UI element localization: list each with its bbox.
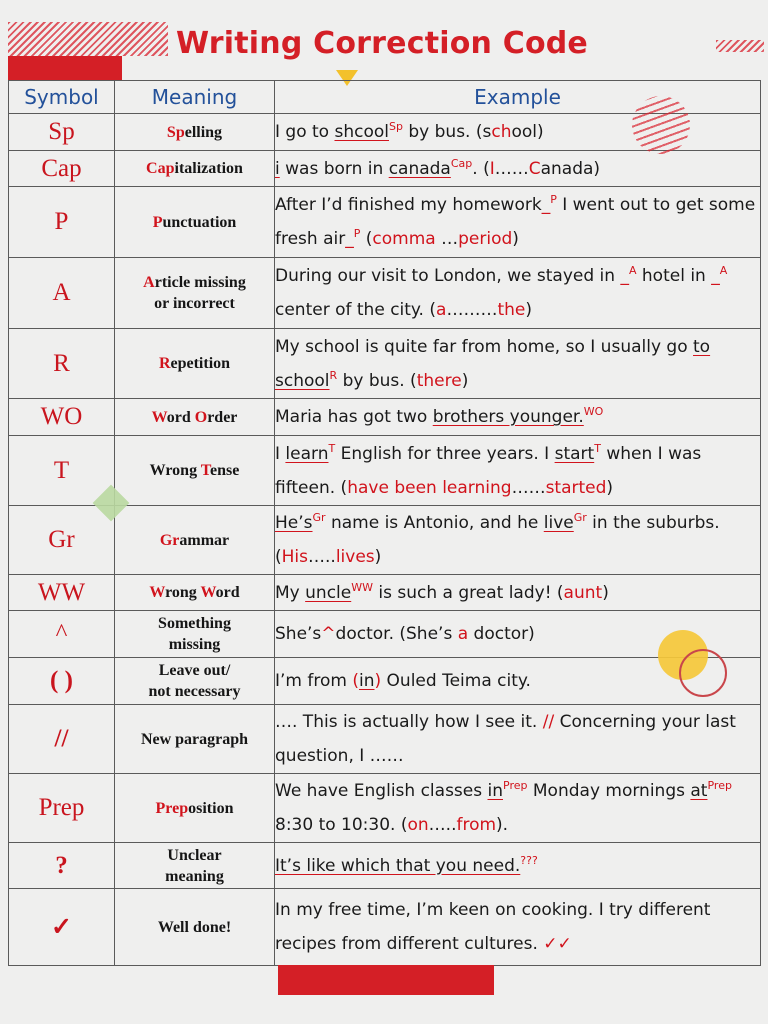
meaning-cell [115,774,275,843]
symbol-cell: Cap [9,151,115,187]
example-cell [275,843,761,889]
meaning-cell [115,889,275,966]
symbol-cell: Sp [9,114,115,151]
table-row [9,399,761,436]
example-text: … [435,229,459,249]
meaning-text: Something [158,615,231,632]
error-underline: _ [541,195,551,215]
error-underline: i [275,158,280,179]
example-text: 8:30 to 10:30. ( [275,815,408,835]
meaning-highlight: W [151,408,167,426]
example-text: During our visit to London, we stayed in [275,266,621,286]
symbol-cell: R [9,329,115,399]
table-row [9,506,761,575]
error-code-mark: P [550,193,557,206]
symbol-cell: Prep [9,774,115,843]
correction-code-table [8,80,761,966]
correction-text: the [497,300,526,320]
meaning-text: ammar [179,531,230,549]
table-row [9,611,761,658]
meaning-cell [115,611,275,658]
example-text: in the suburbs. ( [275,513,720,567]
example-cell [275,399,761,436]
meaning-cell [115,843,275,889]
example-text: My [275,582,306,603]
error-underline: _ [711,266,720,286]
correction-text: have been learning [347,477,512,498]
meaning-text: rder [207,408,238,426]
table-row [9,658,761,705]
table-row [9,258,761,329]
error-underline: live [543,513,574,533]
error-code-mark: Gr [312,511,326,524]
correction-text: ^ [321,624,336,644]
error-underline: _ [620,266,629,286]
error-code-mark: Cap [450,156,473,170]
meaning-text: epetition [170,355,231,372]
meaning-cell [115,329,275,399]
meaning-highlight: W [200,584,216,601]
example-text: ) [606,477,614,498]
example-text: In my free time, I’m keen on cooking. I try different recipes from different cultures. [275,900,711,954]
example-text: I [275,443,286,464]
meaning-cell [115,506,275,575]
correction-text: started [545,477,607,498]
example-cell [275,258,761,329]
meaning-text: unctuation [162,213,237,231]
error-underline: to school [275,336,711,391]
symbol-cell: T [9,436,115,506]
table-row [9,329,761,399]
example-cell [275,506,761,575]
double-checkmark-icon: ✓✓ [543,934,572,954]
meaning-text: rong [165,584,201,601]
correction-text: // [542,712,555,732]
example-text: ). [496,815,509,835]
example-text: Monday mornings [527,781,691,801]
example-text: ….. [308,547,336,567]
error-underline: learn [285,443,329,464]
error-underline: _ [345,229,354,249]
example-text: by bus. (s [402,122,492,142]
meaning-text: Well done! [157,918,232,936]
example-text: After I’d finished my homework [275,195,542,215]
example-text: doctor) [468,624,535,644]
correction-text: a [457,624,469,644]
meaning-text: ord [166,408,195,426]
error-code-mark: Prep [503,779,528,792]
outline-circle-decoration [679,649,727,697]
meaning-highlight: Cap [146,160,175,177]
meaning-text: meaning [165,867,224,885]
table-row [9,705,761,774]
correction-text: His [281,547,309,567]
meaning-cell [115,151,275,187]
error-underline: in [359,671,375,691]
example-text: was born in [279,158,389,179]
meaning-highlight: T [200,462,210,479]
example-cell [275,575,761,611]
example-text: name is Antonio, and he [325,513,544,533]
wavy-circle-decoration [632,96,690,154]
example-text: We have English classes [275,781,488,801]
error-underline: at [690,781,708,801]
example-text: ) [525,300,532,320]
table-row [9,187,761,258]
symbol-cell: A [9,258,115,329]
table-row [9,774,761,843]
error-underline: He’s [275,513,313,533]
meaning-text: New paragraph [140,730,249,748]
meaning-text: Wrong [149,462,201,479]
error-code-mark: ??? [520,853,538,867]
example-text: . ( [472,158,490,179]
error-code-mark: P [353,227,361,240]
meaning-highlight: Prep [155,799,189,817]
example-text: …… [511,477,546,498]
error-underline: in [487,781,503,801]
zigzag-hatch-topright [716,40,764,52]
table-row [9,889,761,966]
table-row [9,843,761,889]
red-bar-bottom [278,965,494,995]
correction-text: aunt [563,582,603,603]
meaning-highlight: Sp [166,123,185,141]
example-text: is such a great lady! ( [372,582,564,603]
meaning-highlight: R [158,355,171,372]
meaning-text: ense [210,462,240,479]
error-underline: brothers younger. [432,407,584,427]
correction-text: there [416,370,462,391]
error-code-mark: Prep [707,779,732,792]
correction-text: lives [335,547,375,567]
correction-text: a [436,300,447,320]
example-text: by bus. ( [337,370,417,391]
example-text: …. This is actually how I see it. [275,712,543,732]
table-row [9,575,761,611]
meaning-cell [115,705,275,774]
example-text: English for three years. I [335,443,555,464]
error-code-mark: T [328,441,336,455]
page-title: Writing Correction Code [176,26,588,61]
example-text: Ouled Teima city. [381,671,531,691]
example-cell [275,705,761,774]
example-text: ) [374,547,382,567]
meaning-text: not necessary [148,683,241,700]
meaning-highlight: O [194,408,208,426]
example-text: ool) [511,122,544,142]
example-text: I’m from [275,671,353,691]
error-underline: canada [388,158,451,179]
meaning-text: missing [168,636,221,653]
meaning-cell [115,575,275,611]
header-meaning: Meaning [115,81,275,114]
error-code-mark: WW [351,580,373,594]
example-text: ….. [428,815,457,835]
table-row [9,151,761,187]
example-text: She’s [275,624,322,644]
red-bar-top [8,56,122,80]
header-symbol: Symbol [9,81,115,114]
meaning-cell [115,114,275,151]
meaning-highlight: W [149,584,166,601]
meaning-text: ord [215,584,240,601]
correction-text: ch [491,122,512,142]
example-cell [275,774,761,843]
example-text: hotel in [636,266,712,286]
correction-text: comma [372,229,436,249]
error-code-mark: A [628,264,637,277]
correction-text: C [528,158,541,179]
meaning-text: osition [188,799,234,817]
example-text: ……… [446,300,498,320]
header-example: Example [275,81,761,114]
meaning-text: rticle missing [154,274,246,291]
example-cell [275,436,761,506]
symbol-cell: ( ) [9,658,115,705]
error-code-mark: A [719,264,728,277]
example-text: Maria has got two [275,407,433,427]
example-text: anada) [540,158,601,179]
error-underline: It’s like which that you need. [275,855,521,876]
example-text: ) [512,229,519,249]
correction-text: period [458,229,513,249]
meaning-text: Unclear [167,846,222,864]
example-text: ) [602,582,609,603]
meaning-cell [115,658,275,705]
error-code-mark: T [594,441,601,455]
example-cell [275,329,761,399]
meaning-cell [115,187,275,258]
symbol-cell: // [9,705,115,774]
meaning-text: Leave out/ [158,662,231,679]
meaning-highlight: Gr [159,531,180,549]
zigzag-hatch-topleft [8,22,168,56]
example-text: ( [360,229,373,249]
example-cell [275,151,761,187]
meaning-text: or incorrect [154,295,235,312]
meaning-cell [115,436,275,506]
meaning-text: elling [184,123,223,141]
example-text: My school is quite far from home, so I usually go [275,336,694,357]
correction-text: from [456,815,497,835]
error-underline: start [554,443,595,464]
meaning-highlight: A [143,274,155,291]
correction-text: ( [352,671,359,691]
example-text: …… [494,158,529,179]
symbol-cell: WW [9,575,115,611]
error-code-mark: WO [583,405,604,418]
correction-text: I [489,158,495,179]
error-underline: uncle [305,582,352,603]
example-text: I go to [275,122,335,142]
example-text: ) [461,370,469,391]
meaning-text: italization [174,160,243,177]
symbol-cell: P [9,187,115,258]
meaning-highlight: P [152,213,163,231]
example-cell [275,889,761,966]
error-code-mark: Sp [389,120,403,133]
example-text: when I was fifteen. ( [275,443,702,498]
symbol-cell: Gr [9,506,115,575]
symbol-cell: ? [9,843,115,889]
symbol-cell: WO [9,399,115,436]
correction-text: on [407,815,429,835]
example-cell [275,187,761,258]
example-text: I went out to get some fresh air [275,195,756,249]
example-text: doctor. (She’s [335,624,458,644]
symbol-cell: ^ [9,611,115,658]
example-text: center of the city. ( [275,300,437,320]
error-code-mark: Gr [573,511,587,524]
meaning-cell [115,399,275,436]
example-text: Concerning your last question, I …… [275,712,736,766]
meaning-cell [115,258,275,329]
checkmark-icon: ✓ [9,889,115,966]
correction-text: ) [374,671,382,691]
error-underline: shcool [334,122,389,142]
error-code-mark: R [329,368,338,382]
